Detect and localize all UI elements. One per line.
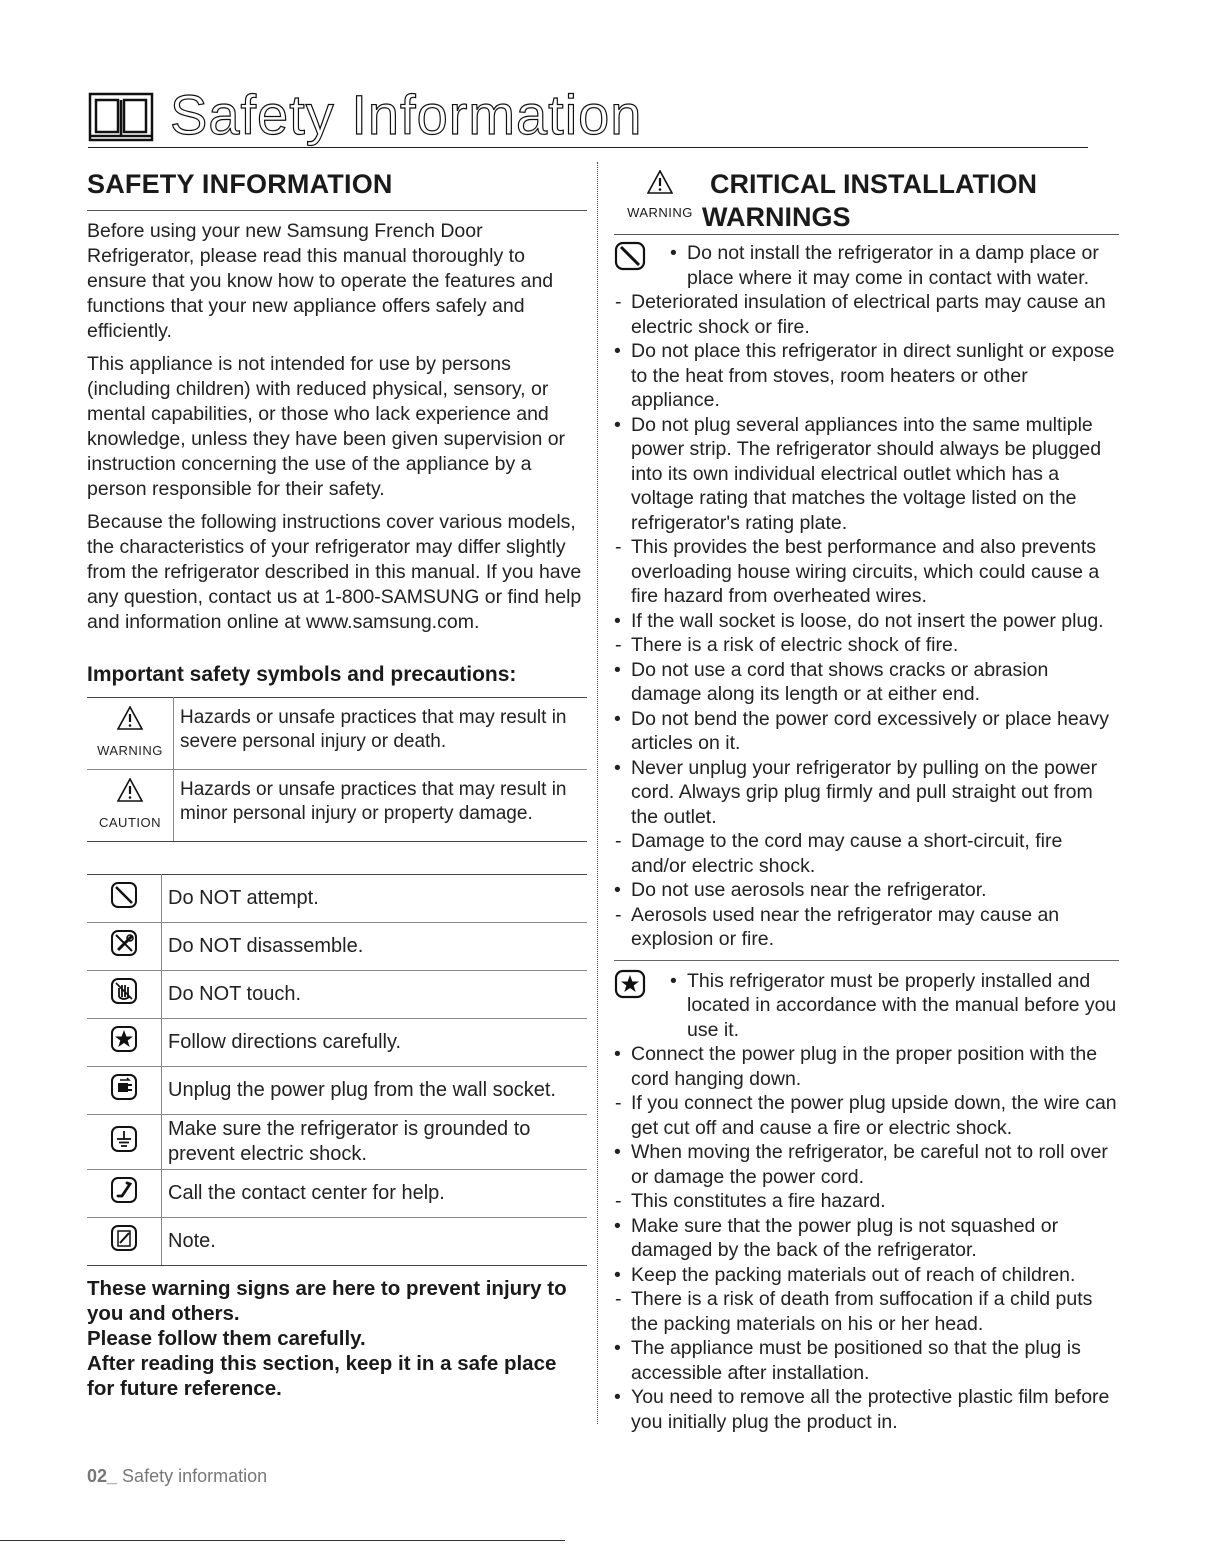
dash-mark: - xyxy=(615,291,622,313)
icon-block xyxy=(614,969,1119,1043)
dash-mark: - xyxy=(615,1190,622,1212)
left-column xyxy=(87,168,587,1401)
item-text: There is a risk of death from suffocation if a child puts the packing materials on his or her head. xyxy=(631,1288,1093,1335)
bullet-mark: • xyxy=(614,707,621,730)
note-icon xyxy=(110,1224,138,1252)
item-text: There is a risk of electric shock of fire. xyxy=(631,634,959,656)
legend-text: Make sure the refrigerator is grounded to prevent electric shock. xyxy=(162,1115,588,1170)
legend-row xyxy=(87,971,587,1019)
item-text: Do not use a cord that shows cracks or abrasion damage along its length or at either end. xyxy=(631,658,1049,705)
bullet-item xyxy=(614,1385,1119,1434)
section-heading: SAFETY INFORMATION xyxy=(87,169,393,199)
precaution-row xyxy=(87,698,587,770)
page-footer xyxy=(87,1466,267,1487)
unplug-icon xyxy=(110,1073,138,1101)
bullet-item xyxy=(614,756,1119,830)
warning-description: Hazards or unsafe practices that may result in severe personal injury or death. xyxy=(174,698,588,770)
dash-item xyxy=(614,290,1119,339)
bottom-rule xyxy=(0,1540,565,1541)
item-text: You need to remove all the protective plastic film before you initially plug the product in. xyxy=(631,1386,1110,1433)
bullet-mark: • xyxy=(614,413,621,436)
dash-mark: - xyxy=(615,830,622,852)
ground-icon xyxy=(110,1125,138,1153)
bullet-item xyxy=(614,609,1119,634)
bullet-item xyxy=(614,339,1119,413)
bullet-mark: • xyxy=(614,1141,621,1163)
dash-item xyxy=(614,1189,1119,1214)
bullet-mark: • xyxy=(614,340,621,362)
legend-text: Note. xyxy=(162,1218,588,1266)
dash-mark: - xyxy=(615,1288,622,1310)
dash-mark: - xyxy=(615,1092,622,1114)
dash-item xyxy=(614,903,1119,952)
item-text: Do not bend the power cord excessively or place heavy articles on it. xyxy=(631,707,1110,754)
follow-directions-icon xyxy=(614,969,646,999)
no-touch-icon xyxy=(110,977,138,1005)
no-disassemble-icon xyxy=(110,929,138,957)
warning-label: WARNING xyxy=(97,743,163,758)
dash-mark: - xyxy=(615,903,622,926)
right-column xyxy=(614,168,1119,1434)
column-divider xyxy=(597,162,598,1424)
bullet-mark: • xyxy=(614,658,621,681)
icon-block xyxy=(614,241,1119,290)
caution-description: Hazards or unsafe practices that may result in minor personal injury or property damage. xyxy=(174,770,588,842)
legend-row xyxy=(87,1115,587,1170)
page-number: 02_ xyxy=(87,1466,118,1486)
item-text: Damage to the cord may cause a short-circuit, fire and/or electric shock. xyxy=(631,830,1063,877)
dash-item xyxy=(614,535,1119,609)
item-text: Do not place this refrigerator in direct sunlight or expose to the heat from stoves, room heaters or other appliance. xyxy=(631,340,1115,411)
bullet-item xyxy=(614,658,1119,707)
item-text: Deteriorated insulation of electrical parts may cause an electric shock or fire. xyxy=(631,291,1106,338)
dash-item xyxy=(614,829,1119,878)
list-item: • This refrigerator must be properly installed and located in accordance with the manual before you use it. xyxy=(670,969,1117,1041)
bullet-item xyxy=(614,1214,1119,1263)
page-title: Safety Information xyxy=(170,83,643,146)
bullet-item xyxy=(614,1140,1119,1189)
bullet-mark: • xyxy=(614,1263,621,1286)
bullet-item xyxy=(614,1263,1119,1288)
closing-line: After reading this section, keep it in a safe place for future reference. xyxy=(87,1352,557,1400)
item-text: Never unplug your refrigerator by pulling on the power cord. Always grip plug firmly and pull straight out from the outlet. xyxy=(631,756,1098,828)
bullet-mark: • xyxy=(614,1337,621,1359)
caution-label: CAUTION xyxy=(99,815,161,830)
legend-row xyxy=(87,875,587,923)
legend-row xyxy=(87,923,587,971)
legend-text: Do NOT disassemble. xyxy=(162,923,588,971)
warnings-list xyxy=(614,241,1119,1434)
bullet-item xyxy=(614,1042,1119,1091)
block1-items xyxy=(614,290,1119,952)
item-text: Connect the power plug in the proper position with the cord hanging down. xyxy=(631,1043,1098,1090)
book-icon xyxy=(88,92,154,142)
item-text: Do not plug several appliances into the same multiple power strip. The refrigerator should always be plugged into its own individual electrical outlet which has a voltage rating that matches the voltage listed on the refrigerator's rating plate. xyxy=(631,413,1102,534)
legend-text: Do NOT touch. xyxy=(162,971,588,1019)
prohibited-icon xyxy=(614,241,646,271)
precaution-row xyxy=(87,770,587,842)
item-text: The appliance must be positioned so that the plug is accessible after installation. xyxy=(631,1337,1081,1384)
item-text: This constitutes a fire hazard. xyxy=(631,1190,886,1212)
header-rule xyxy=(88,147,1088,148)
dash-mark: - xyxy=(615,536,622,558)
heading-line: CRITICAL INSTALLATION xyxy=(710,169,1037,199)
bullet-mark: • xyxy=(614,1043,621,1065)
legend-text: Unplug the power plug from the wall socket. xyxy=(162,1067,588,1115)
item-text: If you connect the power plug upside down, the wire can get cut off and cause a fire or electric shock. xyxy=(631,1092,1117,1139)
dash-mark: - xyxy=(615,634,622,656)
legend-row xyxy=(87,1218,587,1266)
bullet-item xyxy=(614,1336,1119,1385)
dash-item xyxy=(614,633,1119,658)
closing-note xyxy=(87,1276,587,1401)
block2-items xyxy=(614,1042,1119,1434)
legend-row xyxy=(87,1067,587,1115)
bullet-item xyxy=(614,707,1119,756)
dash-item xyxy=(614,1091,1119,1140)
heading-line: WARNINGS xyxy=(702,202,851,232)
item-text: Make sure that the power plug is not squashed or damaged by the back of the refrigerator. xyxy=(631,1214,1059,1261)
bullet-item xyxy=(614,878,1119,903)
bullet-mark: • xyxy=(614,756,621,779)
models-paragraph: Because the following instructions cover various models, the characteristics of your refrigerator may differ slightly from the refrigerator described in this manual. If you have any question, contact us at 1-800-SAMSUNG or find help and information online at www.samsung.com. xyxy=(87,511,582,633)
prohibited-icon xyxy=(110,881,138,909)
item-text: Keep the packing materials out of reach of children. xyxy=(631,1263,1076,1286)
precaution-table xyxy=(87,697,587,842)
call-center-icon xyxy=(110,1176,138,1204)
item-text: If the wall socket is loose, do not insert the power plug. xyxy=(631,609,1104,632)
bullet-mark: • xyxy=(614,609,621,632)
section-rule xyxy=(614,960,1119,961)
warning-triangle-icon xyxy=(117,706,143,730)
item-text: Aerosols used near the refrigerator may cause an explosion or fire. xyxy=(631,903,1060,950)
legend-text: Do NOT attempt. xyxy=(162,875,588,923)
heading-rule xyxy=(87,210,587,211)
capabilities-paragraph: This appliance is not intended for use by persons (including children) with reduced physical, sensory, or mental capabilities, or those who lack experience and knowledge, unless they have been given supervision or instruction concerning the use of the appliance by a person responsible for their safety. xyxy=(87,353,566,500)
footer-section: Safety information xyxy=(117,1466,268,1486)
icon-legend-table xyxy=(87,874,587,1266)
warning-label: WARNING xyxy=(627,205,693,220)
item-text: When moving the refrigerator, be careful not to roll over or damage the power cord. xyxy=(631,1141,1108,1188)
legend-text: Follow directions carefully. xyxy=(162,1019,588,1067)
caution-triangle-icon xyxy=(117,778,143,802)
item-text: This provides the best performance and also prevents overloading house wiring circuits, which could cause a fire hazard from overheated wires. xyxy=(631,536,1100,607)
bullet-mark: • xyxy=(614,1386,621,1408)
item-text: Do not use aerosols near the refrigerator. xyxy=(631,879,987,901)
follow-directions-icon xyxy=(110,1025,138,1053)
closing-line: These warning signs are here to prevent injury to you and others. xyxy=(87,1277,567,1325)
page-header xyxy=(88,82,1088,154)
legend-text: Call the contact center for help. xyxy=(162,1170,588,1218)
closing-line: Please follow them carefully. xyxy=(87,1327,366,1350)
legend-row xyxy=(87,1170,587,1218)
list-item: • Do not install the refrigerator in a damp place or place where it may come in contact with water. xyxy=(670,242,1099,289)
critical-heading xyxy=(614,168,1119,234)
intro-paragraph: Before using your new Samsung French Door Refrigerator, please read this manual thoroughly to ensure that you know how to operate the features and functions that your new appliance offers safely and efficiently. xyxy=(87,220,554,342)
legend-row xyxy=(87,1019,587,1067)
bullet-mark: • xyxy=(614,1214,621,1237)
symbols-subheading: Important safety symbols and precautions: xyxy=(87,663,517,686)
dash-item xyxy=(614,1287,1119,1336)
bullet-item xyxy=(614,413,1119,536)
bullet-mark: • xyxy=(614,879,621,901)
heading-rule xyxy=(614,234,1119,235)
